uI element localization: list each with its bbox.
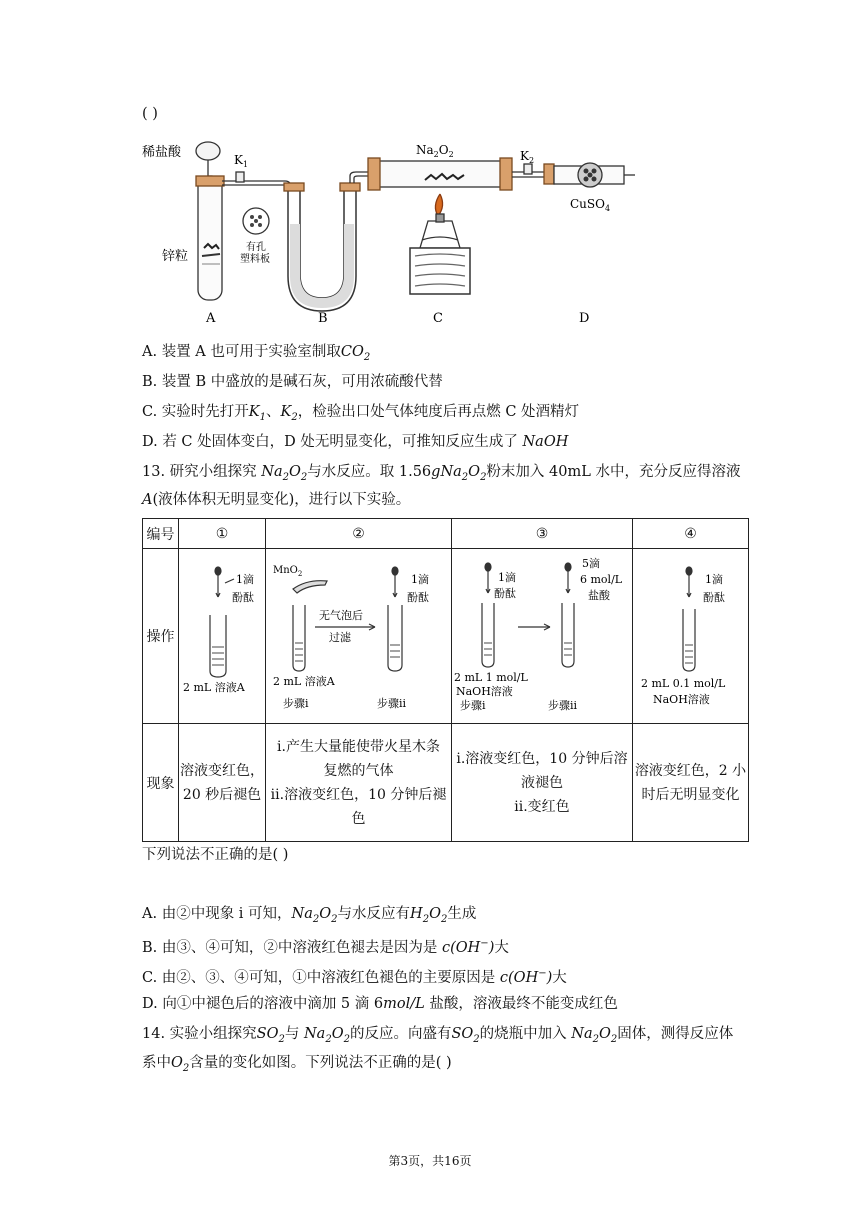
q12-option-c-sep: 、 xyxy=(266,404,281,420)
op2-diagram xyxy=(267,549,451,719)
ph-cell-3 xyxy=(451,724,632,842)
row-label-phenomenon: 现象 xyxy=(143,724,179,842)
q14-l1-s5: 2 xyxy=(592,1033,599,1045)
q13-c-sup: − xyxy=(538,968,547,979)
label-A: A xyxy=(206,311,216,326)
svg-text:MnO2 xyxy=(273,565,302,578)
ph4-l2: 时后无明显变化 xyxy=(641,786,740,803)
header-3: ③ xyxy=(451,519,632,549)
label-D: D xyxy=(579,311,590,326)
q12-option-a-math: CO xyxy=(340,344,364,360)
q13-a-s2: 2 xyxy=(331,913,338,925)
label-zinc: 锌粒 xyxy=(162,249,189,264)
q13-a-o: O xyxy=(319,906,332,922)
op-cell-1 xyxy=(179,549,266,724)
ph3-l1: i.溶液变红色，10 分钟后溶 xyxy=(456,750,628,767)
q14-l1-s6: 2 xyxy=(610,1033,618,1045)
ph2-l3: ii.溶液变红色，10 分钟后褪 xyxy=(270,786,447,803)
ph1-l1: 溶液变红色， xyxy=(180,762,265,779)
op3-drop: 1滴 xyxy=(497,571,516,584)
ph3-l3: ii.变红色 xyxy=(514,798,570,815)
header-1: ① xyxy=(179,519,266,549)
q13-c-pre: C. 由②、③、④可知，①中溶液红色褪色的主要原因是 xyxy=(142,969,500,986)
op4-solution-2: NaOH溶液 xyxy=(652,693,710,706)
q13-l2-b: (液体体积无明显变化)，进行以下实验。 xyxy=(152,492,411,508)
ph4-l1: 溶液变红色，2 小 xyxy=(634,762,747,779)
q13-c-math: c(OH xyxy=(499,969,539,986)
q14-l1-s3: 2 xyxy=(343,1033,350,1045)
q12-option-c-post: ，检验出口处气体纯度后再点燃 C 处酒精灯 xyxy=(297,404,580,420)
svg-text:K2 xyxy=(520,149,534,165)
q14-stem-line2 xyxy=(142,1053,452,1079)
q13-c-post: 大 xyxy=(552,969,567,986)
label-C: C xyxy=(433,311,443,326)
paren-top: ( ) xyxy=(142,106,158,122)
op2-mno2: MnO xyxy=(272,565,298,576)
q14-l1-na2: Na xyxy=(571,1026,593,1042)
row-label-operation: 操作 xyxy=(143,549,179,724)
ph2-l2: 复燃的气体 xyxy=(323,762,394,779)
label-dilute-hcl: 稀盐酸 xyxy=(142,145,182,160)
op3-step2: 步骤ii xyxy=(547,699,578,712)
q13-a-post: 生成 xyxy=(447,906,477,922)
q12-option-c xyxy=(142,402,579,428)
label-plate-2: 塑料板 xyxy=(240,254,270,265)
q12-option-b: B. 装置 B 中盛放的是碱石灰，可用浓硫酸代替 xyxy=(142,374,443,390)
label-na2o2-o: O xyxy=(438,143,449,157)
header-4: ④ xyxy=(632,519,748,549)
label-cuso4-sub: 4 xyxy=(604,204,611,213)
op2-arrow-label2: 过滤 xyxy=(328,631,351,644)
page-footer: 第3页，共16页 xyxy=(388,1154,472,1168)
op4-solution-1: 2 mL 0.1 mol/L xyxy=(640,677,726,690)
q14-l1-so2: SO xyxy=(451,1026,474,1042)
op2-solution: 2 mL 溶液A xyxy=(272,675,335,688)
q14-l1-o: O xyxy=(331,1026,344,1042)
q12-option-d-math: NaOH xyxy=(522,434,569,450)
label-plate-1: 有孔 xyxy=(246,242,266,253)
q13-b-math: c(OH xyxy=(441,939,481,956)
ph-cell-4 xyxy=(632,724,748,842)
q13-l1-o: O xyxy=(289,464,301,480)
q13-c-end: ) xyxy=(546,969,553,986)
q13-b-end: ) xyxy=(488,939,495,956)
q13-l2-a: A xyxy=(142,492,153,508)
q13-a-na: Na xyxy=(291,906,313,922)
q13-option-a xyxy=(142,904,476,930)
label-B: B xyxy=(318,311,328,326)
op3-diagram xyxy=(452,549,632,719)
q13-prompt: 下列说法不正确的是( ) xyxy=(142,847,289,863)
q13-l1-o2: O xyxy=(468,464,481,480)
q14-l1-o2: O xyxy=(599,1026,611,1042)
op3-hcl-2: 6 mol/L xyxy=(579,573,623,586)
label-k2-sub: 2 xyxy=(528,156,535,165)
label-na2o2-s1: 2 xyxy=(433,150,439,159)
q13-l1-s2: 2 xyxy=(300,471,308,483)
q14-l1-b: 与 xyxy=(284,1026,304,1042)
q12-option-c-k2: K xyxy=(280,404,292,420)
q12-option-a-text: A. 装置 A 也可用于实验室制取 xyxy=(142,344,341,360)
label-cuso4: CuSO xyxy=(570,197,605,211)
op4-indicator: 酚酞 xyxy=(702,591,725,604)
q14-l1-d: 的烧瓶中加入 xyxy=(479,1026,572,1042)
q12-option-c-k1: K xyxy=(248,404,260,420)
q13-b-pre: B. 由③、④可知，②中溶液红色褪去是因为是 xyxy=(142,939,442,956)
q14-l2-o: O xyxy=(171,1055,183,1071)
q13-a-h: H xyxy=(410,906,423,922)
q13-d-pre: D. 向①中褪色后的溶液中滴加 5 滴 6 xyxy=(142,996,384,1012)
q13-a-mid: 与水反应有 xyxy=(337,906,411,922)
q12-option-d-pre: D. 若 C 处固体变白，D 处无明显变化，可推知反应生成了 xyxy=(142,434,523,450)
ph1-l2: 20 秒后褪色 xyxy=(182,786,262,803)
q13-option-b xyxy=(142,934,509,958)
q13-option-d xyxy=(142,994,618,1014)
label-na2o2-na: Na xyxy=(416,143,434,157)
op3-hcl-3: 盐酸 xyxy=(587,589,610,602)
q13-a-s3: 2 xyxy=(422,913,430,925)
op4-diagram xyxy=(633,549,748,719)
op4-drop: 1滴 xyxy=(704,573,723,586)
q13-d-post: 盐酸，溶液最终不能变成红色 xyxy=(424,996,618,1012)
op1-diagram xyxy=(180,549,265,719)
header-2: ② xyxy=(266,519,452,549)
label-k2: K xyxy=(520,149,529,163)
ph2-l4: 色 xyxy=(351,810,366,827)
q14-l1-c: 的反应。向盛有 xyxy=(349,1026,452,1042)
q13-a-pre: A. 由②中现象 i 可知， xyxy=(142,906,292,922)
apparatus-figure xyxy=(140,136,640,331)
q13-l1-s1: 2 xyxy=(282,471,289,483)
q14-l2-b: 含量的变化如图。下列说法不正确的是( ) xyxy=(189,1055,452,1071)
op2-arrow-label1: 无气泡后 xyxy=(318,609,363,622)
q14-l2-s: 2 xyxy=(182,1062,190,1074)
op2-step1: 步骤i xyxy=(282,697,309,710)
q13-l1-b: 与水反应。取 1.56 xyxy=(307,464,432,480)
experiment-table xyxy=(142,518,749,842)
q14-l1-s2: 2 xyxy=(325,1033,332,1045)
q12-option-c-k2-sub: 2 xyxy=(291,411,298,423)
ph-cell-2 xyxy=(266,724,452,842)
q13-b-sup: − xyxy=(480,938,489,949)
q13-l1-a: 13. 研究小组探究 xyxy=(142,464,262,480)
q12-option-d xyxy=(142,432,568,452)
label-k1: K xyxy=(234,153,243,167)
q13-option-c xyxy=(142,964,567,988)
q14-stem-line1 xyxy=(142,1024,733,1050)
q12-option-a-sub: 2 xyxy=(363,351,371,363)
ph-cell-1 xyxy=(179,724,266,842)
svg-text:Na2O2 xyxy=(416,143,454,159)
q13-a-o2: O xyxy=(429,906,441,922)
q14-l1-a: 14. 实验小组探究 xyxy=(142,1026,257,1042)
op1-solution: 2 mL 溶液A xyxy=(182,681,245,694)
q13-stem-line1 xyxy=(142,462,740,488)
q14-l1-e: 固体，测得反应体 xyxy=(617,1026,734,1042)
label-k1-sub: 1 xyxy=(242,160,249,169)
q13-stem-line2 xyxy=(142,490,410,510)
op3-solution-1: 2 mL 1 mol/L xyxy=(453,671,528,684)
q13-a-s4: 2 xyxy=(440,913,448,925)
op1-drop: 1滴 xyxy=(235,573,254,586)
q13-a-s1: 2 xyxy=(312,913,320,925)
label-na2o2-s2: 2 xyxy=(448,150,454,159)
svg-text:CuSO4 xyxy=(570,197,610,213)
op3-solution-2: NaOH溶液 xyxy=(455,685,513,698)
op-cell-3 xyxy=(451,549,632,724)
op-cell-4 xyxy=(632,549,748,724)
q14-l1-so: SO xyxy=(256,1026,279,1042)
q13-d-math: mol/L xyxy=(383,996,425,1012)
op2-drop: 1滴 xyxy=(410,573,429,586)
q12-option-c-k1-sub: 1 xyxy=(259,411,267,423)
q12-option-c-pre: C. 实验时先打开 xyxy=(142,404,249,420)
q14-l2-a: 系中 xyxy=(142,1055,171,1071)
q13-b-post: 大 xyxy=(494,939,509,956)
op1-indicator: 酚酞 xyxy=(231,591,254,604)
q13-l1-g: gNa xyxy=(431,464,462,480)
op2-mno2-sub: 2 xyxy=(297,570,302,578)
q13-l1-s3: 2 xyxy=(461,471,469,483)
q14-l1-s1: 2 xyxy=(278,1033,285,1045)
op2-step2: 步骤ii xyxy=(376,697,406,710)
ph2-l1: i.产生大量能使带火星木条 xyxy=(277,738,440,755)
q14-l1-s4: 2 xyxy=(473,1033,480,1045)
q13-l1-na: Na xyxy=(261,464,283,480)
op3-step1: 步骤i xyxy=(459,699,486,712)
q12-option-a xyxy=(142,342,370,368)
q13-l1-c: 粉末加入 40mL 水中，充分反应得溶液 xyxy=(486,464,741,480)
q13-l1-s4: 2 xyxy=(480,471,487,483)
op3-hcl-1: 5滴 xyxy=(581,557,600,570)
op-cell-2 xyxy=(266,549,452,724)
q14-l1-na: Na xyxy=(303,1026,326,1042)
ph3-l2: 液褪色 xyxy=(520,774,563,791)
op3-indicator: 酚酞 xyxy=(493,587,516,600)
svg-text:K1 xyxy=(234,153,248,169)
op2-indicator: 酚酞 xyxy=(406,591,429,604)
header-id: 编号 xyxy=(143,519,179,549)
